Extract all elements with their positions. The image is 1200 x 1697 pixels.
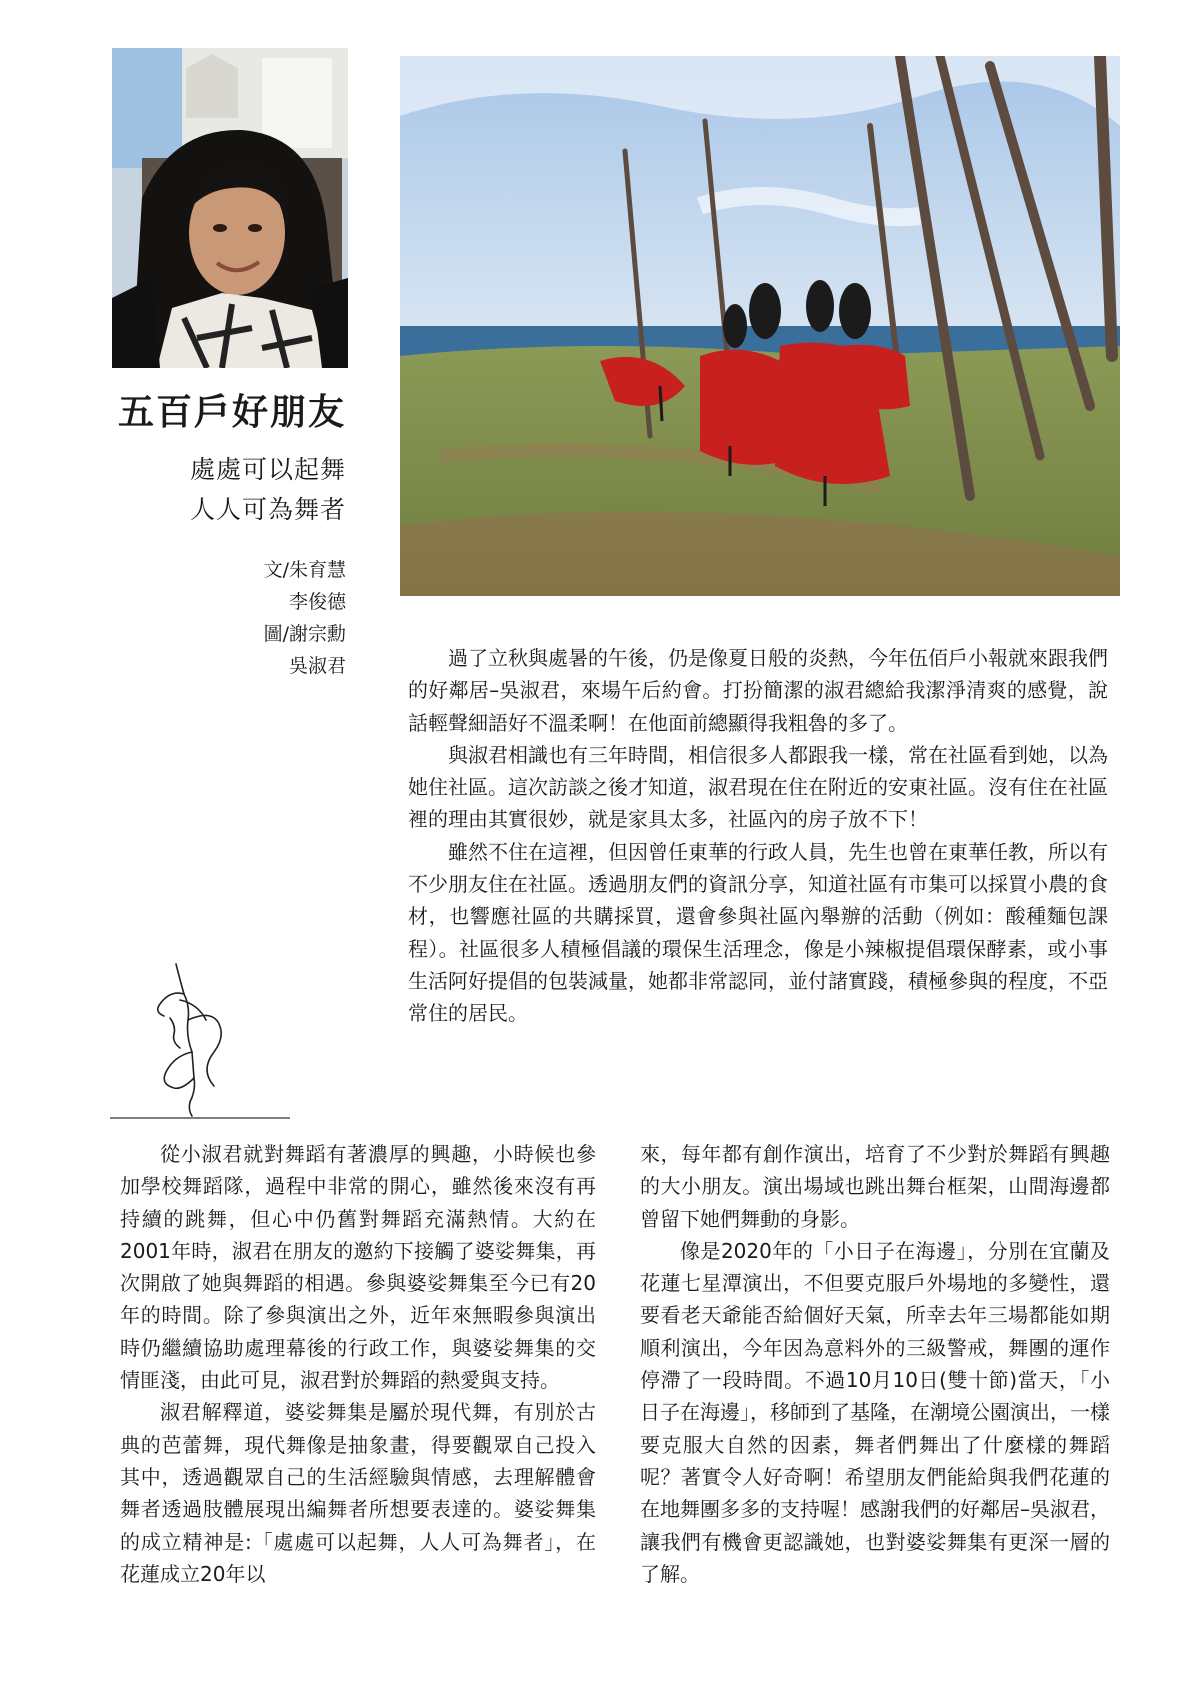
right-column-text <box>640 1138 1110 1590</box>
credit-line: 吳淑君 <box>288 655 346 677</box>
paragraph: 過了立秋與處暑的午後，仍是像夏日般的炎熱，今年伍佰戶小報就來跟我們的好鄰居–吳淑君，來場午后約會。打扮簡潔的淑君總給我潔淨清爽的感覺，說話輕聲細語好不溫柔啊！在他面前總顯得我粗魯的多了。 <box>408 646 1108 735</box>
credit-line: 圖/謝宗勳 <box>263 623 346 645</box>
seaside-dance-photo <box>400 56 1120 596</box>
credit-line: 李俊德 <box>288 591 346 613</box>
portrait-photo <box>112 48 348 368</box>
article-title: 五百戶好朋友 <box>118 392 347 433</box>
subtitle-line: 處處可以起舞 <box>189 455 346 484</box>
article-subtitle <box>150 450 346 530</box>
paragraph: 像是2020年的「小日子在海邊」，分別在宜蘭及花蓮七星潭演出，不但要克服戶外場地的多變性，還要看老天爺能否給個好天氣，所幸去年三場都能如期順利演出，今年因為意料外的三級警戒，舞團的運作停滯了一段時間。不過10月10日(雙十節)當天，「小日子在海邊」，移師到了基隆，在潮境公園演出，一樣要克服大自然的因素，舞者們舞出了什麼樣的舞蹈呢？著實令人好奇啊！希望朋友們能給與我們花蓮的在地舞團多多的支持喔！感謝我們的好鄰居–吳淑君，讓我們有機會更認識她，也對婆娑舞集有更深一層的了解。 <box>640 1238 1110 1586</box>
paragraph: 從小淑君就對舞蹈有著濃厚的興趣，小時候也參加學校舞蹈隊，過程中非常的開心，雖然後來沒有再持續的跳舞，但心中仍舊對舞蹈充滿熱情。大約在2001年時，淑君在朋友的邀約下接觸了婆娑舞集，再次開啟了她與舞蹈的相遇。參與婆娑舞集至今已有20年的時間。除了參與演出之外，近年來無暇參與演出時仍繼續協助處理幕後的行政工作，與婆娑舞集的交情匪淺，由此可見，淑君對於舞蹈的熱愛與支持。 <box>120 1142 596 1393</box>
paragraph: 來，每年都有創作演出，培育了不少對於舞蹈有興趣的大小朋友。演出場域也跳出舞台框架，山間海邊都曾留下她們舞動的身影。 <box>640 1142 1110 1231</box>
paragraph: 淑君解釋道，婆娑舞集是屬於現代舞，有別於古典的芭蕾舞，現代舞像是抽象畫，得要觀眾自己投入其中，透過觀眾自己的生活經驗與情感，去理解體會舞者透過肢體展現出編舞者所想要表達的。婆娑舞集的成立精神是:「處處可以起舞，人人可為舞者」，在花蓮成立20年以 <box>120 1400 596 1586</box>
dancer-line-drawing <box>110 960 290 1120</box>
credit-line: 文/朱育慧 <box>263 559 346 581</box>
subtitle-line: 人人可為舞者 <box>189 495 346 524</box>
paragraph: 雖然不住在這裡，但因曾任東華的行政人員，先生也曾在東華任教，所以有不少朋友住在社區。透過朋友們的資訊分享，知道社區有市集可以採買小農的食材，也響應社區的共購採買，還會參與社區內舉辦的活動（例如：酸種麵包課程）。社區很多人積極倡議的環保生活理念，像是小辣椒提倡環保酵素，或小事生活阿好提倡的包裝減量，她都非常認同，並付諸實踐，積極參與的程度，不亞常住的居民。 <box>408 839 1108 1026</box>
left-column-text <box>120 1138 596 1590</box>
paragraph: 與淑君相識也有三年時間，相信很多人都跟我一樣，常在社區看到她，以為她住社區。這次訪談之後才知道，淑君現在住在附近的安東社區。沒有住在社區裡的理由其實很妙，就是家具太多，社區內的房子放不下！ <box>408 742 1108 832</box>
intro-text <box>408 642 1108 1030</box>
article-credits <box>180 554 346 682</box>
